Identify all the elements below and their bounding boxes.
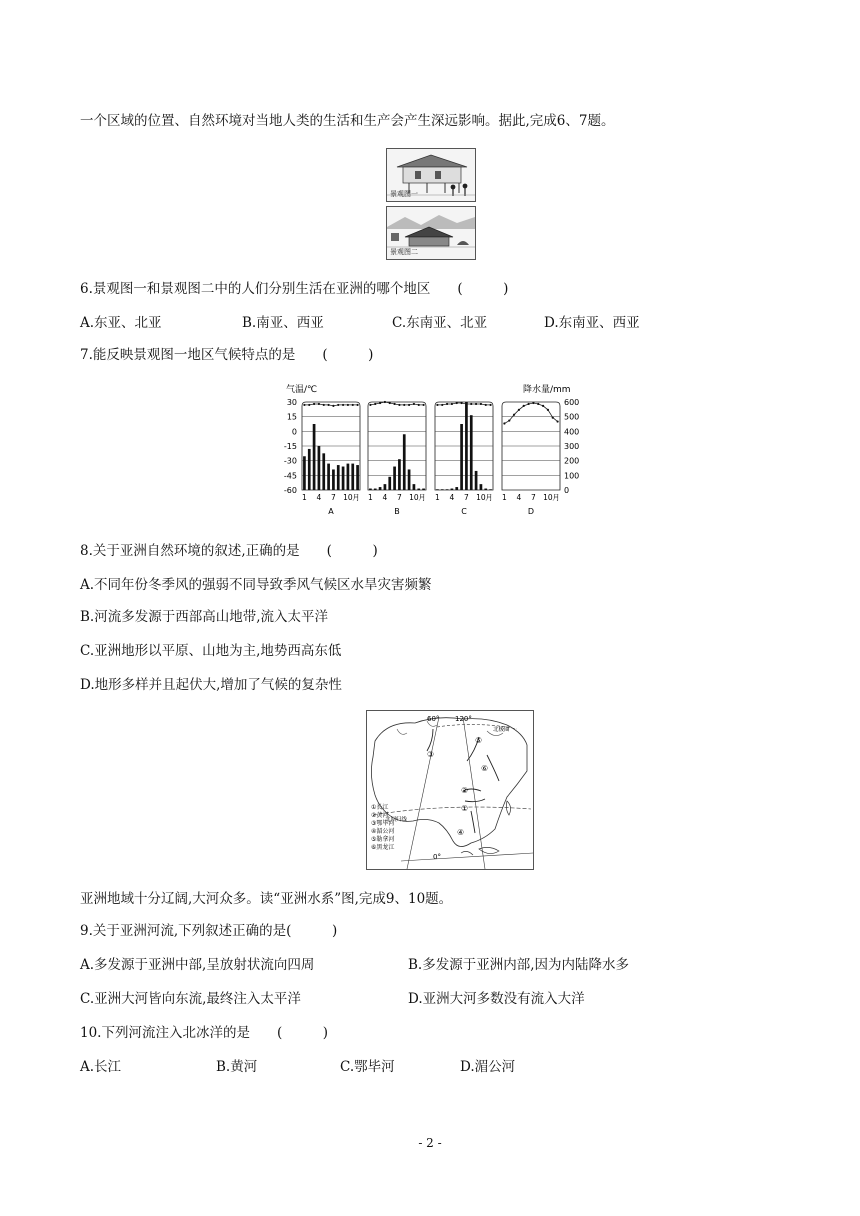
- legend-item-6: ⑥黑龙江: [371, 844, 395, 851]
- marker-5: ⑤: [475, 736, 483, 745]
- precip-bar: [436, 489, 439, 490]
- question-7-stem: 7.能反映景观图一地区气候特点的是 ( ): [80, 347, 374, 363]
- question-10-option-b[interactable]: B.黄河: [216, 1059, 258, 1075]
- marker-4: ④: [457, 828, 465, 837]
- precip-bar: [417, 489, 420, 490]
- temp-point: [379, 402, 381, 404]
- tropic-label: 北回归线: [385, 817, 408, 823]
- temp-point: [403, 404, 405, 406]
- climate-panel-D: [502, 402, 560, 516]
- question-10-stem: 10.下列河流注入北冰洋的是 ( ): [80, 1025, 329, 1041]
- temp-tick-label: -45: [283, 471, 297, 481]
- precip-tick-label: 300: [564, 442, 580, 451]
- temp-point: [470, 403, 472, 405]
- precip-bar: [322, 453, 325, 490]
- precip-bar: [403, 434, 406, 490]
- intro-9-10: 亚洲地域十分辽阔,大河众多。读“亚洲水系”图,完成9、10题。: [80, 891, 453, 907]
- climate-panel-B: [368, 401, 426, 516]
- precip-bar: [379, 487, 382, 490]
- temp-point: [523, 405, 525, 407]
- temp-point: [308, 404, 310, 406]
- temp-point: [323, 404, 325, 406]
- question-8-option-d[interactable]: D.地形多样并且起伏大,增加了气候的复杂性: [80, 677, 342, 693]
- precip-bar: [393, 467, 396, 490]
- page-number: - 2 -: [418, 1136, 442, 1150]
- temp-point: [460, 402, 462, 404]
- temp-point: [342, 404, 344, 406]
- landscape-figure-2: [386, 206, 476, 260]
- temp-point: [389, 402, 391, 404]
- temp-point: [352, 404, 354, 406]
- temp-point: [332, 405, 334, 407]
- precip-tick-label: 0: [564, 486, 570, 495]
- temp-point: [547, 409, 549, 411]
- question-10-option-a[interactable]: A.长江: [80, 1059, 122, 1075]
- temp-line: [304, 404, 357, 406]
- legend-item-3: ③鄂毕河: [371, 820, 395, 827]
- precip-bar: [480, 484, 483, 490]
- month-tick-label: 1: [435, 493, 440, 502]
- temp-ticks: [284, 398, 297, 495]
- precip-bar: [313, 424, 316, 490]
- arctic-circle-label: 北极圈: [493, 727, 510, 733]
- temp-axis-label: 气温/℃: [286, 385, 318, 395]
- temp-point: [413, 403, 415, 405]
- intro-6-7: 一个区域的位置、自然环境对当地人类的生活和生产会产生深远影响。据此,完成6、7题。: [80, 113, 615, 129]
- month-tick-label: 4: [516, 493, 522, 502]
- temp-point: [451, 403, 453, 405]
- temp-point: [408, 404, 410, 406]
- precip-bar: [465, 402, 468, 490]
- temp-line: [437, 403, 490, 405]
- temp-point: [347, 404, 349, 406]
- temp-point: [446, 403, 448, 405]
- precip-bar: [308, 449, 311, 490]
- lon-60-label: 60°: [427, 715, 440, 723]
- precip-bar: [470, 415, 473, 490]
- temp-point: [508, 419, 510, 421]
- temp-point: [398, 404, 400, 406]
- temp-point: [337, 404, 339, 406]
- month-tick-label: 7: [397, 493, 402, 502]
- precip-bar: [332, 469, 335, 490]
- legend-item-4: ④湄公河: [371, 828, 395, 835]
- month-tick-label: 7: [464, 493, 469, 502]
- landscape-2-caption: 景观图二: [390, 248, 418, 256]
- question-8-stem: 8.关于亚洲自然环境的叙述,正确的是 ( ): [80, 543, 378, 559]
- equator-label: 0°: [433, 853, 441, 861]
- temp-point: [503, 422, 505, 424]
- precip-bar: [384, 484, 387, 490]
- month-unit-label: 月: [485, 493, 493, 502]
- precip-bar: [441, 489, 444, 490]
- precip-bar: [351, 464, 354, 490]
- month-tick-label: 4: [449, 493, 455, 502]
- climate-panel-C: [435, 402, 493, 516]
- month-tick-label: 7: [331, 493, 336, 502]
- question-6-option-d[interactable]: D.东南亚、西亚: [544, 315, 640, 331]
- precip-bar: [327, 464, 330, 490]
- question-10-option-c[interactable]: C.鄂毕河: [340, 1059, 395, 1075]
- precip-tick-label: 200: [564, 456, 580, 466]
- question-8-option-b[interactable]: B.河流多发源于西部高山地带,流入太平洋: [80, 609, 329, 625]
- precip-bar: [422, 489, 425, 490]
- precip-bar: [369, 489, 372, 490]
- temp-tick-label: -15: [283, 442, 297, 451]
- month-tick-label: 10: [543, 493, 553, 502]
- temp-tick-label: 30: [286, 398, 297, 407]
- precip-bar: [484, 489, 487, 490]
- asia-river-map-drawing: [367, 711, 533, 869]
- asia-river-map: [366, 710, 534, 870]
- temp-point: [480, 403, 482, 405]
- legend-item-5: ⑤勒拿河: [371, 836, 395, 843]
- month-tick-label: 1: [502, 493, 507, 502]
- temp-point: [369, 404, 371, 406]
- month-tick-label: 4: [316, 493, 322, 502]
- landscape-figure-1: [386, 148, 476, 202]
- question-9-option-c[interactable]: C.亚洲大河皆向东流,最终注入太平洋: [80, 991, 301, 1007]
- temp-point: [465, 403, 467, 405]
- question-6-option-b[interactable]: B.南亚、西亚: [242, 315, 324, 331]
- temp-point: [393, 403, 395, 405]
- precip-tick-label: 100: [564, 471, 580, 481]
- temp-tick-label: 0: [291, 427, 297, 437]
- month-tick-label: 10: [343, 493, 353, 502]
- temp-point: [532, 402, 534, 404]
- question-9-option-a[interactable]: A.多发源于亚洲中部,呈放射状流向四周: [80, 957, 315, 973]
- precip-bar: [398, 459, 401, 490]
- climate-panel-A: [302, 402, 360, 516]
- precip-axis-label: 降水量/mm: [523, 385, 571, 395]
- climate-panels: [302, 401, 560, 516]
- temp-point: [313, 403, 315, 405]
- precip-bar: [408, 469, 411, 490]
- month-tick-label: 4: [382, 493, 388, 502]
- temp-point: [475, 403, 477, 405]
- precip-bar: [451, 489, 454, 490]
- precip-bar: [318, 446, 321, 490]
- month-tick-label: 7: [531, 493, 536, 502]
- question-6-option-a[interactable]: A.东亚、北亚: [80, 315, 162, 331]
- legend-item-1: ①长江: [371, 804, 389, 811]
- marker-2: ②: [461, 786, 469, 795]
- temp-tick-label: -30: [283, 456, 297, 466]
- temp-tick-label: -60: [283, 486, 297, 495]
- temp-point: [518, 409, 520, 411]
- precip-bar: [475, 471, 478, 490]
- temp-point: [327, 404, 329, 406]
- temp-point: [527, 403, 529, 405]
- precip-bar: [489, 489, 492, 490]
- question-10-option-d[interactable]: D.湄公河: [460, 1059, 516, 1075]
- climate-charts: [268, 382, 608, 522]
- temp-tick-label: 15: [286, 412, 297, 422]
- question-9-option-d[interactable]: D.亚洲大河多数没有流入大洋: [408, 991, 585, 1007]
- temp-point: [422, 404, 424, 406]
- precip-bar: [356, 465, 359, 490]
- temp-point: [356, 404, 358, 406]
- panel-label: A: [328, 507, 334, 516]
- lon-120-label: 120°: [455, 715, 472, 723]
- marker-3: ③: [427, 750, 435, 759]
- question-9-stem: 9.关于亚洲河流,下列叙述正确的是( ): [80, 923, 338, 939]
- marker-6: ⑥: [481, 764, 489, 773]
- precip-bar: [455, 487, 458, 490]
- temp-line: [504, 403, 557, 424]
- temp-point: [489, 404, 491, 406]
- question-9-option-b[interactable]: B.多发源于亚洲内部,因为内陆降水多: [408, 957, 630, 973]
- temp-point: [441, 404, 443, 406]
- month-tick-label: 1: [302, 493, 307, 502]
- question-6-stem: 6.景观图一和景观图二中的人们分别生活在亚洲的哪个地区 ( ): [80, 281, 509, 297]
- month-unit-label: 月: [352, 493, 360, 502]
- temp-point: [485, 404, 487, 406]
- precip-bar: [337, 465, 340, 490]
- panel-label: B: [394, 507, 400, 516]
- precip-tick-label: 600: [564, 398, 580, 407]
- precip-bar: [413, 484, 416, 490]
- month-tick-label: 1: [368, 493, 373, 502]
- precip-bar: [446, 489, 449, 490]
- panel-label: C: [461, 507, 467, 516]
- precip-bar: [388, 477, 391, 490]
- panel-label: D: [527, 507, 535, 516]
- month-tick-label: 10: [409, 493, 419, 502]
- precip-bar: [303, 456, 306, 490]
- precip-tick-label: 500: [564, 412, 580, 422]
- question-8-option-c[interactable]: C.亚洲地形以平原、山地为主,地势西高东低: [80, 643, 342, 659]
- month-unit-label: 月: [552, 493, 560, 502]
- temp-point: [418, 404, 420, 406]
- precip-ticks: [564, 398, 579, 495]
- temp-point: [513, 414, 515, 416]
- temp-point: [556, 420, 558, 422]
- precip-bar: [347, 464, 350, 490]
- precip-bar: [342, 467, 345, 490]
- month-tick-label: 10: [476, 493, 486, 502]
- temp-point: [384, 401, 386, 403]
- temp-point: [303, 404, 305, 406]
- temp-point: [318, 403, 320, 405]
- temp-point: [456, 402, 458, 404]
- landscape-1-caption: 景观图一: [390, 190, 418, 198]
- temp-line: [370, 402, 423, 405]
- month-unit-label: 月: [418, 493, 426, 502]
- question-8-option-a[interactable]: A.不同年份冬季风的强弱不同导致季风气候区水旱灾害频繁: [80, 577, 432, 593]
- precip-bar: [374, 489, 377, 490]
- temp-point: [436, 404, 438, 406]
- precip-bar: [460, 424, 463, 490]
- temp-point: [374, 403, 376, 405]
- temp-point: [542, 405, 544, 407]
- precip-tick-label: 400: [564, 427, 580, 437]
- temp-point: [552, 417, 554, 419]
- marker-1: ①: [461, 804, 469, 813]
- temp-point: [537, 403, 539, 405]
- legend-item-2: ②黄河: [371, 812, 389, 819]
- question-6-option-c[interactable]: C.东南亚、北亚: [392, 315, 488, 331]
